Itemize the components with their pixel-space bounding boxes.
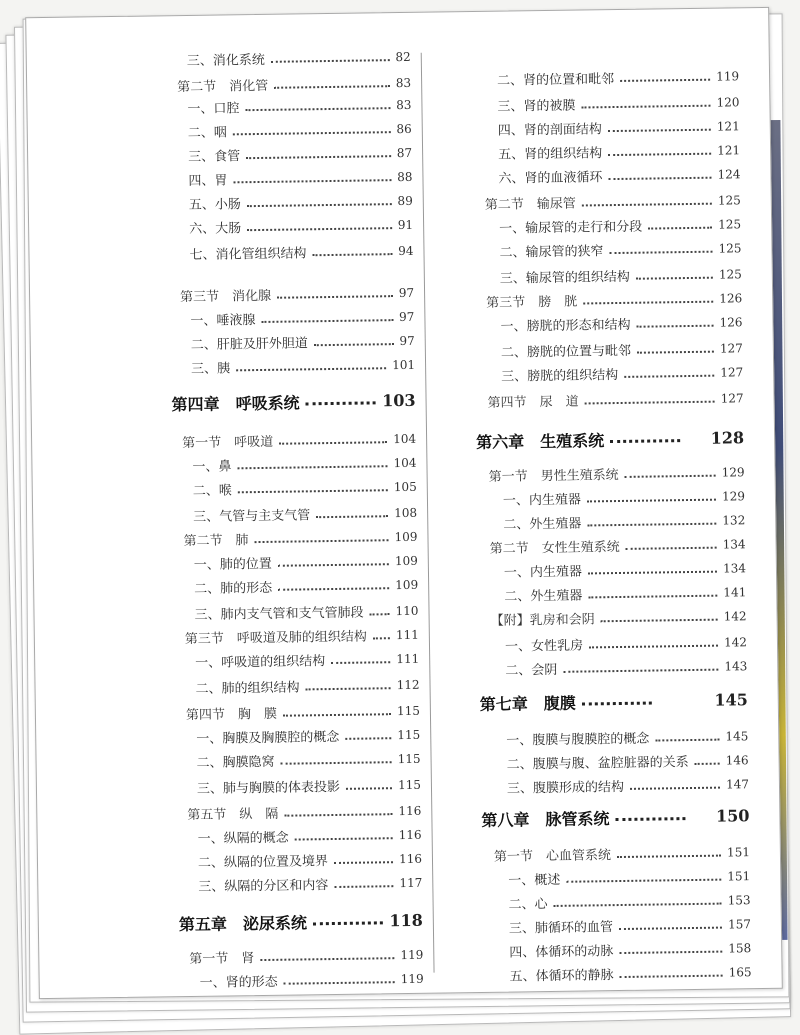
section-entry[interactable] [489, 534, 745, 557]
page-number: 126 [719, 314, 743, 330]
leader-dots [601, 618, 718, 622]
page-number: 132 [722, 512, 746, 528]
toc-left-column [26, 13, 424, 991]
leader-dots [582, 702, 652, 706]
section-entry[interactable] [494, 842, 750, 865]
subsection-entry[interactable] [189, 241, 413, 263]
chapter-title [480, 691, 576, 715]
subsection-entry[interactable] [192, 453, 416, 475]
leader-dots [255, 539, 389, 543]
leader-dots [247, 203, 392, 207]
subsection-entry[interactable] [508, 890, 750, 912]
chapter-title [171, 390, 299, 415]
entry-label: 五、小肠 [188, 197, 241, 213]
leader-dots [563, 668, 718, 672]
entry-label: 三、食管 [188, 149, 241, 165]
entry-label: 二、肾的位置和毗邻 [497, 72, 615, 89]
page-number: 115 [397, 727, 421, 742]
page-number: 134 [722, 536, 746, 552]
subsection-entry[interactable] [499, 214, 741, 236]
page-number: 109 [395, 577, 419, 592]
entry-label: 一、唾液腺 [190, 313, 256, 329]
subsection-entry[interactable] [504, 558, 746, 580]
subsection-entry[interactable] [498, 116, 740, 138]
entry-label: 二、纵隔的位置及境界 [197, 854, 329, 871]
section-entry[interactable] [490, 606, 746, 629]
entry-label: 三、肺内支气管和支气管肺段 [194, 605, 364, 623]
entry-label: 二、膀胱的位置与毗邻 [500, 343, 632, 361]
leader-dots [608, 176, 711, 179]
leader-dots [615, 817, 685, 821]
leader-dots [583, 300, 713, 304]
entry-label: 第四节 胸 膜 [185, 706, 278, 724]
page-number: 115 [396, 703, 420, 718]
page-number: 116 [398, 803, 422, 818]
entry-label: 一、肺的位置 [193, 556, 272, 573]
page-number: 83 [396, 97, 412, 112]
toc-page [25, 7, 783, 999]
leader-dots [345, 737, 391, 740]
entry-label: 一、腹膜与腹膜腔的概念 [506, 731, 650, 749]
page-number: 142 [723, 608, 747, 624]
subsection-entry[interactable] [507, 750, 749, 772]
page-number: 109 [394, 529, 418, 544]
entry-label: 第二节 输尿管 [484, 196, 576, 213]
subsection-entry[interactable] [195, 649, 419, 671]
entry-label: 二、外生殖器 [503, 516, 582, 533]
page-number: 105 [393, 479, 417, 494]
subsection-entry[interactable] [503, 510, 745, 532]
subsection-entry[interactable] [501, 338, 743, 360]
subsection-entry[interactable] [191, 355, 415, 377]
page-number: 126 [719, 290, 743, 306]
entry-label: 三、肺与胸膜的体表投影 [196, 779, 341, 797]
entry-label: 第三节 消化腺 [180, 288, 272, 306]
entry-label: 第一节 呼吸道 [182, 434, 274, 452]
subsection-entry[interactable] [505, 656, 747, 678]
entry-label: 二、外生殖器 [504, 588, 583, 605]
leader-dots [630, 786, 720, 789]
leader-dots [279, 441, 387, 445]
entry-label: 第一节 肾 [189, 951, 255, 968]
section-entry[interactable] [189, 945, 423, 967]
entry-label: 二、腹膜与腹、盆腔脏器的关系 [506, 755, 689, 773]
subsection-entry[interactable] [498, 140, 740, 162]
page-number: 83 [395, 75, 412, 90]
page-number: 158 [728, 940, 752, 956]
entry-label: 二、胸膜隐窝 [196, 754, 275, 771]
chapter-title [476, 428, 604, 453]
subsection-entry[interactable] [194, 575, 418, 597]
leader-dots [608, 128, 711, 131]
entry-label: 六、肾的血液循环 [498, 170, 603, 187]
page-number: 117 [399, 875, 423, 890]
page-number: 127 [720, 390, 744, 406]
leader-dots [316, 515, 388, 518]
chapter-number: 第八章 [481, 810, 530, 830]
page-number: 97 [399, 333, 415, 348]
chapter-entry[interactable] [171, 389, 415, 415]
subsection-entry[interactable] [187, 95, 411, 117]
leader-dots [334, 861, 393, 864]
section-entry[interactable] [488, 462, 744, 485]
leader-dots [626, 546, 717, 549]
subsection-entry[interactable] [500, 264, 742, 286]
page-number: 157 [727, 916, 752, 932]
page-number: 111 [395, 627, 419, 642]
page-number: 129 [721, 464, 745, 480]
page-number: 119 [400, 971, 424, 986]
page-number: 145 [714, 690, 748, 710]
leader-dots [695, 762, 720, 764]
entry-label: 二、肺的形态 [194, 580, 273, 597]
entry-label: 三、消化系统 [186, 52, 265, 69]
subsection-entry[interactable] [500, 312, 742, 334]
leader-dots [587, 522, 716, 526]
subsection-entry[interactable] [190, 307, 414, 329]
page-number: 103 [382, 390, 416, 411]
leader-dots [234, 179, 392, 183]
entry-label: 三、胰 [191, 361, 231, 377]
leader-dots [313, 921, 383, 925]
subsection-entry[interactable] [507, 774, 749, 796]
leader-dots [373, 637, 390, 639]
entry-label: 第三节 膀 胱 [486, 294, 578, 311]
page-number: 134 [722, 560, 747, 576]
subsection-entry[interactable] [503, 486, 745, 508]
subsection-entry[interactable] [196, 725, 420, 747]
subsection-entry[interactable] [509, 914, 751, 936]
section-entry[interactable] [487, 388, 743, 411]
entry-label: 二、会阴 [505, 662, 558, 679]
subsection-entry[interactable] [193, 477, 417, 499]
leader-dots [245, 107, 390, 111]
leader-dots [620, 974, 723, 977]
leader-dots [620, 78, 710, 81]
page-number: 104 [393, 455, 417, 470]
chapter-name: 泌尿系统 [242, 913, 308, 934]
entry-label: 第一节 男性生殖系统 [488, 468, 619, 485]
subsection-entry[interactable] [197, 775, 421, 797]
page-number: 120 [716, 94, 740, 110]
entry-label: 三、气管与主支气管 [193, 508, 311, 525]
chapter-name: 呼吸系统 [235, 393, 300, 414]
chapter-entry[interactable] [480, 688, 748, 715]
subsection-entry[interactable] [191, 331, 415, 353]
leader-dots [608, 152, 711, 155]
entry-label: 一、口腔 [187, 101, 240, 117]
page-number: 145 [725, 728, 749, 744]
section-entry[interactable] [185, 625, 419, 647]
leader-dots [619, 950, 722, 953]
entry-label: 五、体循环的静脉 [509, 968, 614, 985]
chapter-number: 第五章 [178, 914, 228, 935]
leader-dots [655, 738, 719, 741]
leader-dots [233, 131, 391, 135]
subsection-entry[interactable] [506, 726, 748, 748]
page-number: 94 [398, 243, 414, 258]
entry-label: 【附】乳房和会阴 [490, 612, 595, 629]
leader-dots [278, 563, 389, 567]
chapter-title [481, 806, 609, 831]
entry-label: 第三节 呼吸道及肺的组织结构 [184, 629, 367, 648]
leader-dots [278, 587, 389, 591]
entry-label: 第二节 肺 [183, 533, 249, 550]
leader-dots [610, 250, 713, 253]
page-number: 97 [399, 309, 415, 324]
leader-dots [585, 400, 715, 404]
page-number: 146 [725, 752, 749, 768]
leader-dots [260, 957, 394, 961]
chapter-title [179, 910, 307, 935]
leader-dots [261, 319, 393, 323]
section-entry[interactable] [182, 429, 416, 451]
subsection-entry[interactable] [198, 873, 422, 895]
page-number: 125 [718, 266, 742, 282]
entry-label: 第五节 纵 隔 [187, 806, 279, 824]
leader-dots [587, 498, 716, 502]
subsection-entry[interactable] [198, 849, 422, 871]
subsection-entry[interactable] [198, 825, 422, 847]
leader-dots [274, 85, 390, 89]
page-number: 108 [394, 505, 418, 520]
leader-dots [313, 253, 393, 256]
entry-label: 二、咽 [187, 125, 227, 141]
leader-dots [588, 594, 717, 598]
entry-label: 二、肝脏及肝外胆道 [190, 336, 308, 353]
page-number: 143 [724, 658, 748, 674]
page-number: 125 [718, 216, 742, 232]
leader-dots [617, 854, 721, 857]
page-number: 119 [400, 947, 424, 962]
page-number: 147 [725, 776, 750, 792]
subsection-entry[interactable] [501, 362, 743, 384]
entry-label: 第四节 尿 道 [487, 394, 579, 411]
leader-dots [581, 104, 710, 108]
subsection-entry[interactable] [508, 866, 750, 888]
entry-label: 第一节 心血管系统 [493, 848, 612, 865]
leader-dots [636, 276, 713, 279]
page-number: 87 [396, 145, 413, 160]
leader-dots [281, 761, 392, 765]
entry-label: 三、肺循环的血管 [508, 920, 614, 937]
subsection-entry[interactable] [509, 962, 751, 984]
leader-dots [589, 644, 718, 648]
entry-label: 一、内生殖器 [503, 564, 583, 581]
page-number: 110 [395, 603, 419, 618]
section-entry[interactable] [183, 527, 417, 549]
chapter-entry[interactable] [481, 804, 749, 831]
entry-label: 三、膀胱的组织结构 [501, 367, 619, 385]
section-entry[interactable] [187, 801, 421, 823]
section-entry[interactable] [486, 288, 742, 311]
page-number: 116 [398, 827, 422, 842]
entry-label: 一、概述 [508, 872, 561, 889]
page-number: 121 [717, 142, 741, 158]
chapter-name: 脉管系统 [545, 809, 610, 830]
page-number: 121 [716, 118, 740, 134]
subsection-entry[interactable] [504, 582, 746, 604]
subsection-entry[interactable] [497, 92, 739, 114]
leader-dots [306, 401, 376, 405]
subsection-entry[interactable] [188, 119, 412, 141]
leader-dots [247, 227, 392, 231]
entry-label: 第二节 消化管 [177, 78, 269, 96]
page-number: 91 [397, 217, 414, 232]
entry-label: 一、膀胱的形态和结构 [500, 317, 631, 335]
subsection-entry[interactable] [187, 47, 411, 69]
leader-dots [284, 813, 392, 817]
leader-dots [637, 350, 714, 353]
leader-dots [236, 367, 386, 371]
subsection-entry[interactable] [497, 66, 739, 88]
leader-dots [610, 439, 680, 443]
page-number: 116 [398, 851, 423, 866]
leader-dots [588, 570, 717, 574]
entry-label: 七、消化管组织结构 [189, 246, 307, 263]
entry-label: 二、输尿管的狭窄 [499, 244, 604, 261]
page-number: 165 [728, 964, 752, 980]
entry-label: 三、腹膜形成的结构 [506, 779, 625, 797]
page-number: 127 [719, 340, 743, 356]
entry-label: 三、输尿管的组织结构 [499, 269, 630, 287]
subsection-entry[interactable] [194, 601, 418, 623]
page-number: 109 [394, 553, 418, 568]
page-number: 118 [389, 910, 423, 931]
leader-dots [306, 687, 391, 690]
entry-label: 一、胸膜及胸膜腔的概念 [196, 729, 340, 747]
leader-dots [331, 661, 390, 664]
entry-label: 一、肾的形态 [199, 974, 278, 991]
subsection-entry[interactable] [193, 503, 417, 525]
subsection-entry[interactable] [509, 938, 751, 960]
page-number: 153 [727, 892, 751, 908]
entry-label: 五、肾的组织结构 [498, 146, 603, 163]
page-number: 125 [717, 192, 741, 208]
entry-label: 一、纵隔的概念 [197, 830, 289, 847]
page-number: 115 [397, 751, 421, 766]
page-number: 141 [723, 584, 747, 600]
page-number: 127 [720, 364, 744, 380]
section-entry[interactable] [180, 283, 414, 305]
chapter-entry[interactable] [179, 909, 423, 935]
page-number: 89 [397, 193, 413, 208]
entry-label: 一、输尿管的走行和分段 [499, 219, 643, 237]
leader-dots [625, 474, 716, 477]
leader-dots [314, 343, 394, 346]
leader-dots [566, 878, 721, 882]
subsection-entry[interactable] [195, 675, 419, 697]
chapter-name: 腹膜 [543, 693, 576, 714]
page-number: 128 [710, 428, 745, 448]
section-entry[interactable] [177, 73, 411, 95]
leader-dots [283, 713, 391, 717]
subsection-entry[interactable] [188, 143, 412, 165]
leader-dots [295, 837, 393, 840]
subsection-entry[interactable] [200, 969, 424, 991]
entry-label: 三、肾的被膜 [497, 98, 576, 115]
leader-dots [346, 787, 392, 790]
leader-dots [284, 981, 395, 985]
entry-label: 一、鼻 [192, 459, 232, 475]
page-number: 104 [393, 431, 417, 446]
leader-dots [238, 489, 388, 493]
subsection-entry[interactable] [189, 191, 413, 213]
entry-label: 二、喉 [192, 483, 232, 499]
leader-dots [637, 324, 714, 327]
chapter-number: 第六章 [476, 432, 525, 452]
subsection-entry[interactable] [499, 238, 741, 260]
entry-label: 一、女性乳房 [504, 638, 584, 655]
leader-dots [246, 155, 391, 159]
page-number: 97 [398, 285, 415, 300]
entry-label: 第二节 女性生殖系统 [489, 539, 620, 557]
column-divider [421, 53, 435, 973]
leader-dots [334, 885, 393, 888]
entry-label: 一、呼吸道的组织结构 [195, 654, 326, 671]
leader-dots [554, 902, 722, 906]
subsection-entry[interactable] [498, 164, 740, 186]
subsection-entry[interactable] [505, 632, 747, 654]
entry-label: 四、体循环的动脉 [509, 944, 614, 961]
page-number: 142 [723, 634, 748, 650]
chapter-number: 第四章 [171, 394, 220, 415]
page-number: 111 [396, 651, 420, 666]
page-number: 115 [397, 777, 422, 792]
toc-right-column [426, 8, 768, 985]
page-number: 151 [727, 868, 751, 884]
entry-label: 四、胃 [188, 173, 228, 189]
page-number: 82 [395, 49, 411, 64]
page-number: 124 [717, 166, 741, 182]
page-number: 125 [718, 240, 742, 256]
subsection-entry[interactable] [189, 215, 413, 237]
page-number: 129 [721, 488, 746, 504]
chapter-name: 生殖系统 [540, 431, 605, 452]
entry-label: 四、肾的剖面结构 [497, 122, 602, 139]
entry-label: 二、肺的组织结构 [195, 680, 300, 697]
subsection-entry[interactable] [188, 167, 412, 189]
entry-label: 一、内生殖器 [502, 492, 582, 509]
subsection-entry[interactable] [196, 749, 420, 771]
page-number: 119 [716, 68, 740, 84]
leader-dots [648, 226, 712, 229]
section-entry[interactable] [485, 190, 741, 213]
page-number: 88 [397, 169, 413, 184]
entry-label: 二、心 [508, 897, 548, 913]
leader-dots [624, 374, 714, 377]
leader-dots [370, 613, 390, 615]
leader-dots [271, 59, 390, 63]
leader-dots [582, 202, 712, 206]
page-number: 101 [392, 357, 416, 372]
leader-dots [237, 465, 387, 469]
leader-dots [277, 295, 393, 299]
entry-label: 三、纵隔的分区和内容 [198, 878, 329, 895]
page-number: 112 [396, 677, 420, 692]
entry-label: 六、大肠 [189, 221, 242, 237]
chapter-entry[interactable] [476, 426, 744, 453]
section-entry[interactable] [186, 701, 420, 723]
chapter-number: 第七章 [479, 694, 528, 714]
page-number: 151 [726, 844, 751, 860]
page-number: 86 [396, 121, 412, 136]
leader-dots [619, 926, 722, 929]
page-number: 150 [715, 806, 750, 826]
subsection-entry[interactable] [194, 551, 418, 573]
